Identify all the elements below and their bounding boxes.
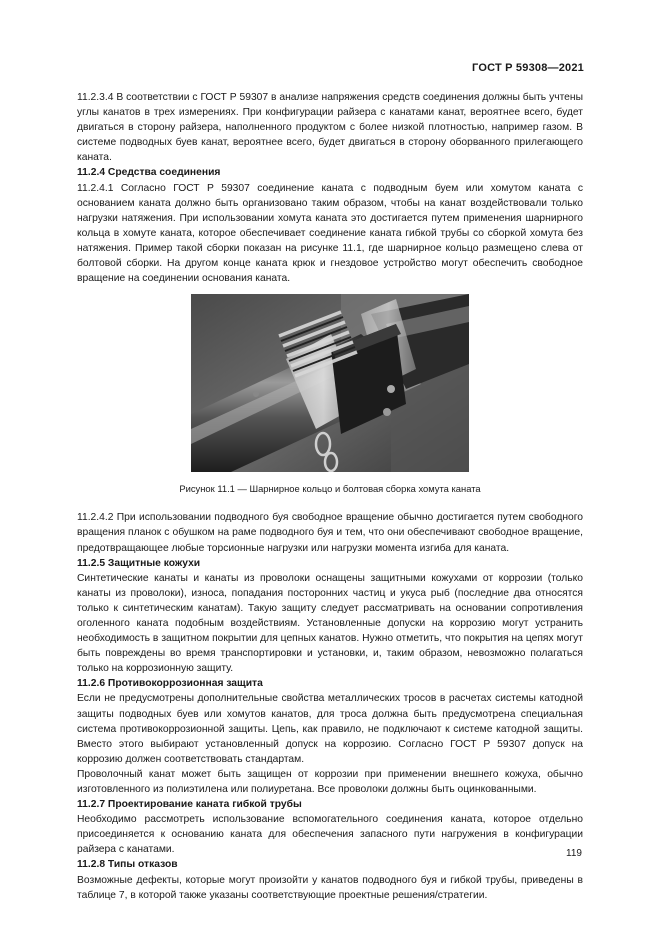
- paragraph-11-2-6-b: Проволочный канат может быть защищен от коррозии при применении внешнего кожуха, обычно изготовленного из полиэтилена или полиуретана. Все проволоки должны быть оцинкованными.: [77, 768, 583, 795]
- heading-11-2-4: 11.2.4 Средства соединения: [77, 167, 221, 179]
- document-id-header: ГОСТ Р 59308—2021: [472, 62, 584, 74]
- figure-11-1: [77, 294, 583, 496]
- heading-11-2-7: 11.2.7 Проектирование каната гибкой трубы: [77, 799, 302, 811]
- page-content: [77, 90, 583, 903]
- paragraph-11-2-8: Возможные дефекты, которые могут произойти у канатов подводного буя и гибкой трубы, приведены в таблице 7, в которой также указаны соответствующие проектные решения/стратегии.: [77, 874, 583, 901]
- heading-11-2-8: 11.2.8 Типы отказов: [77, 859, 178, 871]
- figure-caption: Рисунок 11.1 — Шарнирное кольцо и болтовая сборка хомута каната: [179, 483, 481, 495]
- heading-11-2-6: 11.2.6 Противокоррозионная защита: [77, 678, 263, 690]
- page-number: 119: [566, 848, 582, 859]
- paragraph-11-2-4-1: 11.2.4.1 Согласно ГОСТ Р 59307 соединение каната с подводным буем или хомутом каната с основанием каната должно быть организовано таким образом, чтобы на канат воздействовали только нагрузки натяжения. При использовании хомута каната это достигается путем применения шарнирного кольца в хомуте каната, которое обеспечивает соединение каната гибкой трубы со сборкой хомута без натяжения. Пример такой сборки показан на рисунке 11.1, где шарнирное кольцо размещено слева от болтовой сборки. На другом конце каната крюк и гнездовое устройство могут обеспечить свободное вращение на соединении основания каната.: [77, 182, 583, 285]
- paragraph-11-2-5: Синтетические канаты и канаты из проволоки оснащены защитными кожухами от коррозии (только канаты из проволоки), износа, попадания посторонних частиц и укуса рыб (последние два относятся только к синтетическим канатам). Такую защиту следует рассматривать на основании сопротивления оголенного каната подобным воздействиям. Установленные допуски на коррозию могут устранить необходимость в защитном покрытии для цепных канатов. Нужно отметить, что покрытия на цепях могут быть повреждены во время транспортировки и установки, и, таким образом, невозможно полагаться только на коррозионную защиту.: [77, 572, 583, 675]
- paragraph-11-2-3-4: 11.2.3.4 В соответствии с ГОСТ Р 59307 в анализе напряжения средств соединения должны быть учтены углы канатов в трех измерениях. При конфигурации райзера с канатами канат, вероятнее всего, будет двигаться в сторону райзера, наполненного продуктом с более низкой плотностью, например газом. В системе подводных буев канат, вероятнее всего, будет двигаться в сторону оборванного прилегающего каната.: [77, 92, 583, 164]
- heading-11-2-5: 11.2.5 Защитные кожухи: [77, 557, 201, 569]
- paragraph-11-2-7: Необходимо рассмотреть использование вспомогательного соединения каната, которое отдельно присоединяется к основанию каната для обеспечения запасного пути нагружения в конфигурации райзера с канатами.: [77, 814, 583, 856]
- paragraph-11-2-4-2: 11.2.4.2 При использовании подводного буя свободное вращение обычно достигается путем свободного вращения планок с обушком на раме подводного буя и тем, что они обеспечивают свободное вращение, предотвращающее любые торсионные нагрузки или нагрузки момента изгиба для каната.: [77, 512, 583, 554]
- clamp-photo: [191, 294, 469, 472]
- paragraph-11-2-6-a: Если не предусмотрены дополнительные свойства металлических тросов в расчетах системы катодной защиты подводных буев или хомутов канатов, для троса должна быть предусмотрена специальная система противокоррозионной защиты. Цепь, как правило, не подключают к системе катодной защиты. Вместо этого выбирают установленный допуск на коррозию. Согласно ГОСТ Р 59307 допуск на коррозию должен соответствовать стандартам.: [77, 693, 583, 765]
